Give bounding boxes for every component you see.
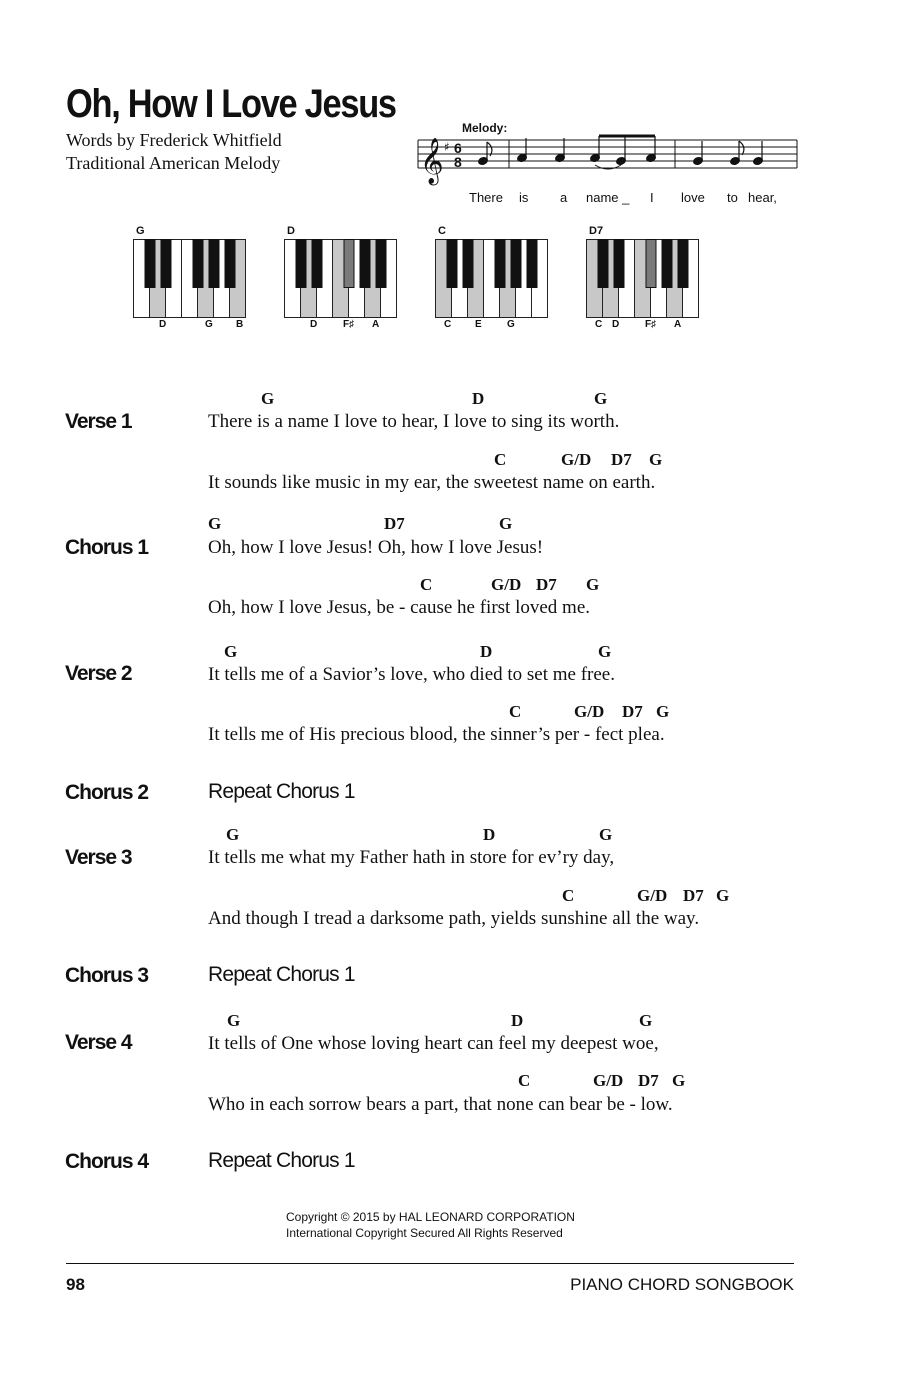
chord-symbol: C bbox=[494, 450, 507, 469]
chord-symbol: D bbox=[480, 642, 493, 661]
chord-symbol: C bbox=[518, 1071, 531, 1090]
piano-keyboard bbox=[133, 239, 249, 321]
lyric-line: Oh, how I love Jesus! Oh, how I love Jesus! bbox=[208, 537, 544, 558]
black-key bbox=[662, 240, 672, 288]
book-title: PIANO CHORD SONGBOOK bbox=[570, 1275, 794, 1294]
footer-rule bbox=[66, 1263, 794, 1264]
chord-diagram bbox=[435, 225, 555, 335]
copyright-line: Copyright © 2015 by HAL LEONARD CORPORATION bbox=[286, 1210, 575, 1224]
lyric-line: It sounds like music in my ear, the sweetest name on earth. bbox=[208, 472, 656, 493]
melody-lyric: love bbox=[681, 190, 705, 205]
black-key bbox=[495, 240, 505, 288]
black-key bbox=[344, 240, 354, 288]
lyric-line: It tells me of His precious blood, the sinner’s per - fect plea. bbox=[208, 724, 665, 745]
lyric-line: It tells of One whose loving heart can feel my deepest woe, bbox=[208, 1033, 659, 1054]
chord-symbol: G/D bbox=[593, 1071, 624, 1090]
chord-symbol: G bbox=[499, 514, 513, 533]
chord-symbol: G bbox=[586, 575, 600, 594]
chord-symbol: G bbox=[208, 514, 222, 533]
black-key bbox=[376, 240, 386, 288]
note-label: C bbox=[595, 319, 603, 330]
section-label: Verse 1 bbox=[65, 410, 132, 433]
chord-symbol: C bbox=[420, 575, 433, 594]
black-key bbox=[447, 240, 457, 288]
note-label: D bbox=[159, 319, 167, 330]
black-key bbox=[463, 240, 473, 288]
chord-symbol: G bbox=[227, 1011, 241, 1030]
melody-lyric: a bbox=[560, 190, 568, 205]
melody-label: Melody: bbox=[462, 121, 508, 135]
black-key bbox=[527, 240, 537, 288]
chord-symbol: D7 bbox=[384, 514, 405, 533]
note-label: C bbox=[444, 319, 452, 330]
chord-symbol: D bbox=[483, 825, 496, 844]
melody-lyric: hear, bbox=[748, 190, 777, 205]
copyright-line: International Copyright Secured All Rights Reserved bbox=[286, 1226, 563, 1240]
black-key bbox=[678, 240, 688, 288]
repeat-instruction: Repeat Chorus 1 bbox=[208, 780, 355, 803]
svg-text:𝄞: 𝄞 bbox=[420, 138, 444, 184]
chord-symbol: G bbox=[594, 389, 608, 408]
lyric-line: It tells me of a Savior’s love, who died to set me free. bbox=[208, 664, 615, 685]
section-label: Chorus 4 bbox=[65, 1150, 149, 1173]
chord-symbol: D7 bbox=[638, 1071, 659, 1090]
black-key bbox=[145, 240, 155, 288]
chord-symbol: D bbox=[472, 389, 485, 408]
time-signature-bottom: 8 bbox=[454, 154, 462, 170]
chord-symbol: D7 bbox=[622, 702, 643, 721]
black-key bbox=[360, 240, 370, 288]
black-key bbox=[193, 240, 203, 288]
black-key bbox=[511, 240, 521, 288]
piano-keyboard bbox=[435, 239, 551, 321]
melody-lyric: I bbox=[650, 190, 654, 205]
black-key bbox=[209, 240, 219, 288]
black-key bbox=[225, 240, 235, 288]
chord-symbol: G bbox=[656, 702, 670, 721]
chord-symbol: G bbox=[261, 389, 275, 408]
chord-symbol: G/D bbox=[561, 450, 592, 469]
section-label: Chorus 2 bbox=[65, 781, 149, 804]
black-key bbox=[161, 240, 171, 288]
black-key bbox=[646, 240, 656, 288]
melody-lyric: name _ bbox=[586, 190, 630, 205]
note-label: D bbox=[310, 319, 318, 330]
lyric-line: And though I tread a darksome path, yields sunshine all the way. bbox=[208, 908, 700, 929]
lyric-line: Who in each sorrow bears a part, that none can bear be - low. bbox=[208, 1094, 673, 1115]
note-label: F♯ bbox=[343, 319, 355, 330]
note-label: D bbox=[612, 319, 620, 330]
chord-diagram-name: C bbox=[438, 225, 446, 237]
chord-symbol: D bbox=[511, 1011, 524, 1030]
chord-symbol: G bbox=[672, 1071, 686, 1090]
piano-keyboard bbox=[284, 239, 400, 321]
section-label: Chorus 1 bbox=[65, 536, 149, 559]
chord-symbol: G bbox=[716, 886, 730, 905]
melody-lyric: is bbox=[519, 190, 529, 205]
composer-credit: Traditional American Melody bbox=[66, 153, 281, 173]
section-label: Verse 4 bbox=[65, 1031, 132, 1054]
melody-lyric: There bbox=[469, 190, 503, 205]
chord-symbol: G bbox=[598, 642, 612, 661]
note-label: G bbox=[507, 319, 515, 330]
section-label: Verse 3 bbox=[65, 846, 132, 869]
section-label: Verse 2 bbox=[65, 662, 132, 685]
note-label: A bbox=[674, 319, 682, 330]
chord-symbol: G bbox=[639, 1011, 653, 1030]
note-label: B bbox=[236, 319, 244, 330]
lyric-line: Oh, how I love Jesus, be - cause he first loved me. bbox=[208, 597, 591, 618]
black-key bbox=[312, 240, 322, 288]
chord-symbol: G bbox=[226, 825, 240, 844]
note-label: E bbox=[475, 319, 482, 330]
chord-symbol: G bbox=[599, 825, 613, 844]
chord-symbol: C bbox=[562, 886, 575, 905]
chord-diagram bbox=[133, 225, 253, 335]
note-label: A bbox=[372, 319, 380, 330]
black-key bbox=[614, 240, 624, 288]
chord-symbol: C bbox=[509, 702, 522, 721]
svg-text:♯: ♯ bbox=[444, 140, 450, 154]
lyric-line: It tells me what my Father hath in store for ev’ry day, bbox=[208, 847, 615, 868]
melody-staff bbox=[415, 130, 800, 190]
chord-diagram bbox=[284, 225, 404, 335]
chord-diagram-name: D7 bbox=[589, 225, 604, 237]
chord-symbol: G/D bbox=[637, 886, 668, 905]
chord-symbol: D7 bbox=[683, 886, 704, 905]
note-label: G bbox=[205, 319, 213, 330]
black-key bbox=[598, 240, 608, 288]
repeat-instruction: Repeat Chorus 1 bbox=[208, 1149, 355, 1172]
melody-lyric: to bbox=[727, 190, 738, 205]
chord-symbol: D7 bbox=[611, 450, 632, 469]
chord-symbol: G bbox=[224, 642, 238, 661]
repeat-instruction: Repeat Chorus 1 bbox=[208, 963, 355, 986]
song-title: Oh, How I Love Jesus bbox=[66, 82, 396, 126]
chord-symbol: G bbox=[649, 450, 663, 469]
chord-diagram bbox=[586, 225, 706, 335]
note-label: F♯ bbox=[645, 319, 657, 330]
page-number: 98 bbox=[66, 1275, 85, 1294]
time-signature-top: 6 bbox=[454, 140, 462, 156]
lyricist-credit: Words by Frederick Whitfield bbox=[66, 130, 282, 150]
lyric-line: There is a name I love to hear, I love to sing its worth. bbox=[208, 411, 620, 432]
piano-keyboard bbox=[586, 239, 702, 321]
black-key bbox=[296, 240, 306, 288]
chord-symbol: G/D bbox=[491, 575, 522, 594]
chord-symbol: G/D bbox=[574, 702, 605, 721]
section-label: Chorus 3 bbox=[65, 964, 149, 987]
chord-diagram-name: G bbox=[136, 225, 145, 237]
chord-symbol: D7 bbox=[536, 575, 557, 594]
chord-diagram-name: D bbox=[287, 225, 295, 237]
